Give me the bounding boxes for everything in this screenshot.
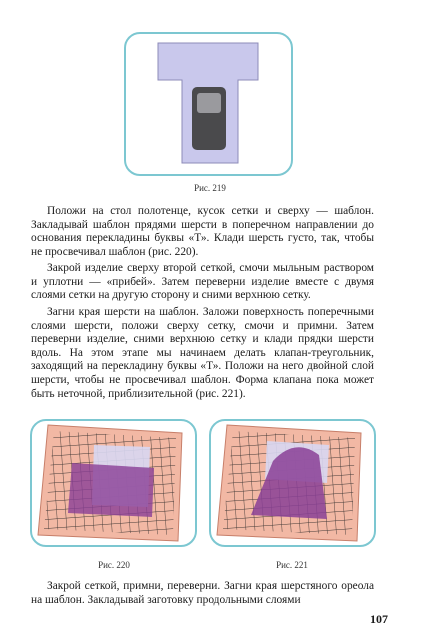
t-template-illustration <box>126 34 291 174</box>
paragraph-2: Закрой изделие сверху второй сеткой, смочи мыльным раствором и уплотни — «прибей». Затем переверни изделие вместе с двумя слоями сетки на другую сторону и сними верхнюю сетку. <box>31 262 374 302</box>
figure-221-caption: Рис. 221 <box>276 560 308 570</box>
wool-layer <box>68 463 154 517</box>
paragraph-4: Закрой сеткой, примни, переверни. Загни края шерстяного ореола на шаблон. Закладывай заготовку продольными слоями <box>31 580 374 606</box>
figure-220-frame <box>30 419 197 547</box>
paragraph-3: Загни края шерсти на шаблон. Заложи поверхность поперечными слоями шерсти, положи сверху сетку, смочи и примни. Затем переверни изделие, сними верхнюю сетку и клади прядки шерсти вдоль. На этом этапе мы начинаем делать клапан-треугольник, заходящий на перекладину буквы «Т». Положи на него двойной слой шерсти, чтобы не просвечивал шаблон. Форма клапана пока может быть неточной, приблизительной (рис. 221). <box>31 306 374 400</box>
page-number: 107 <box>370 612 388 626</box>
light-window <box>197 93 221 113</box>
felting-step-221-illustration <box>211 421 374 545</box>
figure-220-caption: Рис. 220 <box>98 560 130 570</box>
paragraph-1: Положи на стол полотенце, кусок сетки и сверху — шаблон. Закладывай шаблон прядями шерсти в поперечном направлении до основания перекладины буквы «Т». Клади шерсть густо, так, чтобы не просвечивал шаблон (рис. 220). <box>31 205 374 258</box>
figure-219-frame <box>124 32 293 176</box>
felting-step-220-illustration <box>32 421 195 545</box>
figure-221-frame <box>209 419 376 547</box>
figure-219-caption: Рис. 219 <box>194 183 226 193</box>
